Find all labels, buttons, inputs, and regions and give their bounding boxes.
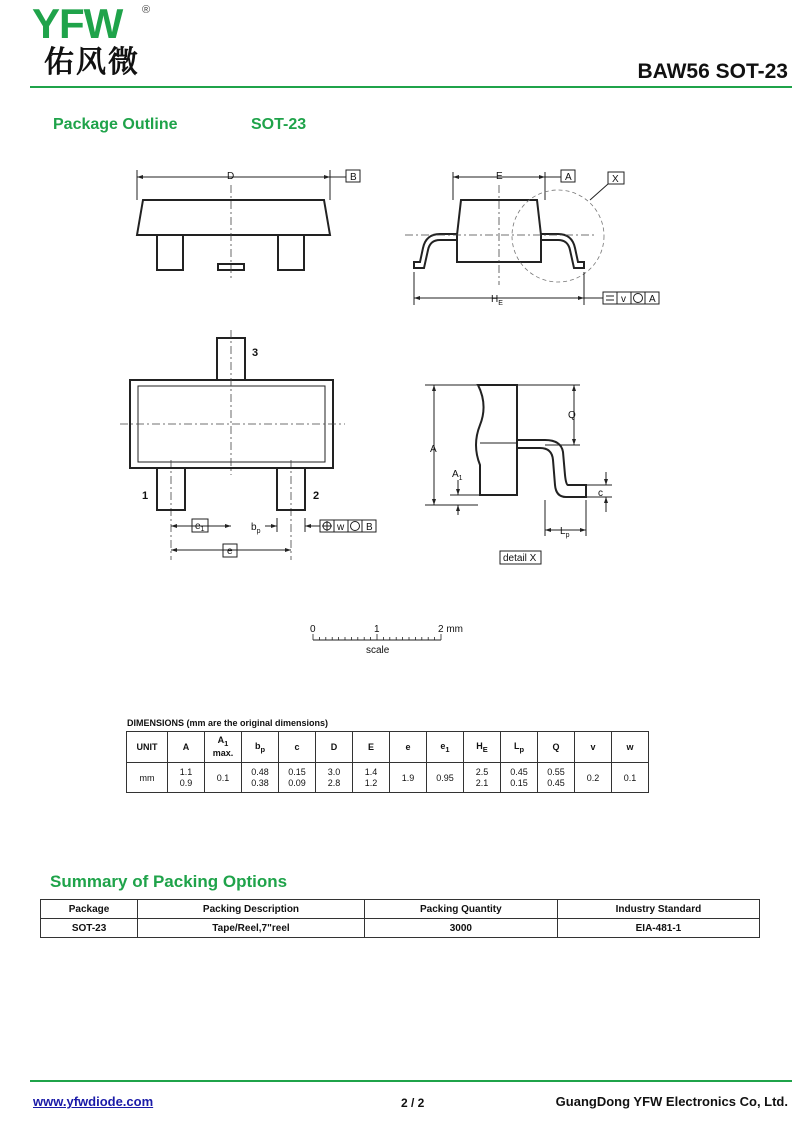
package-name-heading: SOT-23: [251, 116, 307, 133]
cell-c: 0.15 0.09: [279, 763, 316, 793]
dim-label-q: Q: [568, 410, 576, 421]
cell-he: 2.5 2.1: [464, 763, 501, 793]
col-w: w: [612, 732, 649, 763]
cell-lp: 0.45 0.15: [501, 763, 538, 793]
detail-x-caption: detail X: [503, 553, 537, 564]
tolerance-v-label: v: [621, 294, 626, 305]
col-e: e: [390, 732, 427, 763]
dim-label-a-height: A: [430, 444, 437, 455]
cell-w: 0.1: [612, 763, 649, 793]
dim-label-e: e: [227, 546, 233, 557]
header-rule: [30, 86, 792, 88]
dim-label-a1: $A_1$: [452, 469, 463, 482]
packing-options-table: [40, 899, 760, 938]
col-bp: $b_p$: [242, 732, 279, 763]
col-he: $H_E$: [464, 732, 501, 763]
document-title: BAW56 SOT-23: [637, 60, 788, 83]
dimensions-table: [126, 731, 649, 793]
pin-2-label: 2: [313, 490, 320, 502]
col-lp: $L_p$: [501, 732, 538, 763]
dim-label-e-width: E: [496, 171, 503, 182]
dim-label-bp: $b_p$: [251, 522, 261, 535]
logo-chinese-text: 佑风微: [44, 46, 140, 79]
packing-row: [41, 919, 760, 938]
registered-mark: ®: [142, 4, 151, 16]
detail-x-marker: X: [612, 174, 619, 185]
detail-x-view: [425, 385, 612, 564]
footer-rule: [30, 1080, 792, 1082]
dimensions-value-row: [127, 763, 649, 793]
scale-2-label: 2 mm: [438, 624, 463, 635]
packing-header-standard: Industry Standard: [557, 900, 759, 919]
cell-e: 1.9: [390, 763, 427, 793]
col-d: D: [316, 732, 353, 763]
packing-cell-quantity: 3000: [364, 919, 557, 938]
tolerance-datum-a: A: [649, 294, 656, 305]
package-outline-heading: Package Outline: [53, 116, 178, 133]
dim-label-e1: $e_1$: [195, 521, 205, 533]
cell-unit: mm: [127, 763, 168, 793]
page-number: 2 / 2: [401, 1096, 425, 1110]
cell-a: 1.1 0.9: [168, 763, 205, 793]
cell-e-width: 1.4 1.2: [353, 763, 390, 793]
datum-b-label: B: [350, 172, 357, 183]
scale-bar: [310, 624, 463, 656]
packing-cell-standard: EIA-481-1: [557, 919, 759, 938]
dim-label-c: c: [598, 488, 603, 499]
company-logo: [32, 2, 162, 82]
website-link[interactable]: www.yfwdiode.com: [33, 1094, 154, 1109]
dim-label-lp: $L_p$: [560, 526, 570, 539]
pin-1-label: 1: [142, 490, 149, 502]
dimensions-header-row: [127, 732, 649, 763]
package-outline-drawing: [0, 150, 800, 670]
cell-v: 0.2: [575, 763, 612, 793]
scale-caption: scale: [366, 645, 390, 656]
cell-q: 0.55 0.45: [538, 763, 575, 793]
packing-cell-package: SOT-23: [41, 919, 138, 938]
tolerance-datum-b: B: [366, 522, 373, 533]
packing-options-heading: Summary of Packing Options: [50, 872, 288, 891]
packing-header-description: Packing Description: [138, 900, 365, 919]
cell-e1: 0.95: [427, 763, 464, 793]
scale-0-label: 0: [310, 624, 316, 635]
cell-a1: 0.1: [205, 763, 242, 793]
col-a: A: [168, 732, 205, 763]
logo-latin-text: YFW: [32, 0, 123, 47]
col-v: v: [575, 732, 612, 763]
company-name: GuangDong YFW Electronics Co, Ltd.: [555, 1094, 788, 1109]
packing-header-row: [41, 900, 760, 919]
col-a1: $A_1$ max.: [205, 732, 242, 763]
scale-1-label: 1: [374, 624, 380, 635]
cell-bp: 0.48 0.38: [242, 763, 279, 793]
side-view: [405, 170, 659, 307]
col-e-width: E: [353, 732, 390, 763]
cell-d: 3.0 2.8: [316, 763, 353, 793]
pin-3-label: 3: [252, 347, 259, 359]
front-view: [137, 170, 360, 280]
packing-cell-description: Tape/Reel,7"reel: [138, 919, 365, 938]
datum-a-label: A: [565, 172, 572, 183]
col-c: c: [279, 732, 316, 763]
packing-header-package: Package: [41, 900, 138, 919]
col-q: Q: [538, 732, 575, 763]
dim-label-he: $H_E$: [491, 294, 503, 307]
col-unit: UNIT: [127, 732, 168, 763]
tolerance-w-label: w: [337, 522, 345, 533]
dim-label-d: D: [227, 171, 235, 182]
packing-header-quantity: Packing Quantity: [364, 900, 557, 919]
dimensions-caption: DIMENSIONS (mm are the original dimensions): [127, 718, 329, 728]
col-e1: $e_1$: [427, 732, 464, 763]
footprint-view: [120, 330, 376, 560]
